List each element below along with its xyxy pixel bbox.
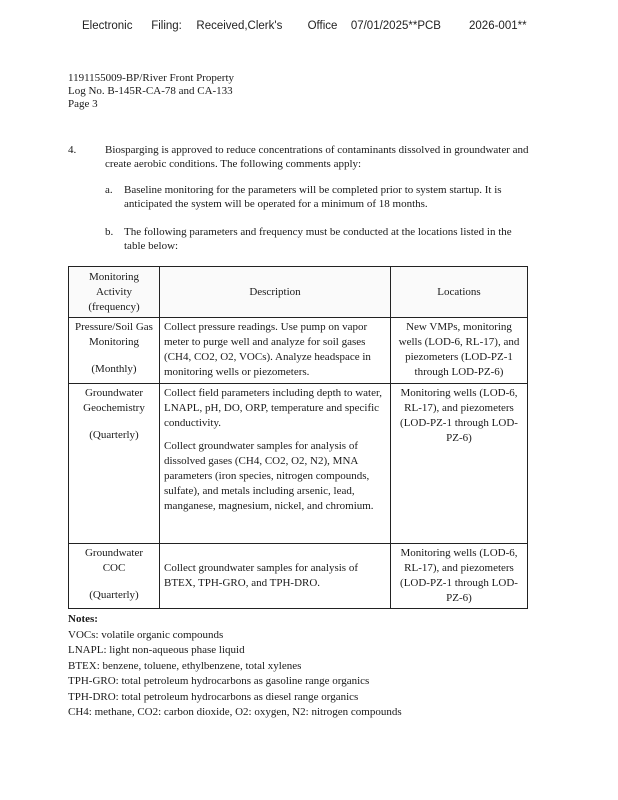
stamp-docket: 2026-001** bbox=[469, 20, 527, 32]
page-number: Page 3 bbox=[68, 98, 98, 110]
locations-cell: Monitoring wells (LOD-6, RL-17), and piezometers (LOD-PZ-1 through LOD-PZ-6) bbox=[391, 544, 528, 609]
notes-section bbox=[68, 612, 402, 721]
table-row bbox=[69, 544, 528, 609]
monitoring-table bbox=[68, 266, 528, 609]
description-text: Collect field parameters including depth to water, LNAPL, pH, DO, ORP, temperature and specific conductivity. bbox=[164, 387, 382, 429]
note-line: VOCs: volatile organic compounds bbox=[68, 628, 224, 641]
header-monitoring-activity: Monitoring Activity (frequency) bbox=[69, 267, 160, 318]
stamp-date: 07/01/2025**PCB bbox=[350, 20, 441, 32]
activity-frequency: (Quarterly) bbox=[89, 589, 139, 601]
sub-item-a-text: Baseline monitoring for the parameters will be completed prior to system startup. It is anticipated the system will be operated for a minimum of 18 months. bbox=[124, 184, 502, 210]
description-text-2: Collect groundwater samples for analysis of dissolved gases (CH4, CO2, O2, N2), MNA parameters (iron species, nitrogen compounds, sulfate), and metals including arsenic, lead, manganese, magnesium, nickel, and chromium. bbox=[164, 440, 374, 512]
activity-frequency: (Quarterly) bbox=[89, 429, 139, 441]
reference-line-1: 1191155009-BP/River Front Property bbox=[68, 72, 235, 84]
table-row bbox=[69, 384, 528, 544]
note-line: BTEX: benzene, toluene, ethylbenzene, total xylenes bbox=[68, 659, 302, 672]
header-description: Description bbox=[160, 267, 391, 318]
sub-item-b-label: b. bbox=[105, 226, 114, 238]
sub-item-b-text: The following parameters and frequency must be conducted at the locations listed in the table below: bbox=[124, 226, 512, 252]
description-cell bbox=[160, 318, 391, 384]
sub-item-a-label: a. bbox=[105, 184, 113, 196]
note-line: TPH-GRO: total petroleum hydrocarbons as gasoline range organics bbox=[68, 675, 370, 687]
activity-name: Groundwater Geochemistry bbox=[83, 387, 145, 414]
activity-cell bbox=[69, 318, 160, 384]
note-line: CH4: methane, CO2: carbon dioxide, O2: oxygen, N2: nitrogen compounds bbox=[68, 706, 402, 718]
locations-cell: Monitoring wells (LOD-6, RL-17), and piezometers (LOD-PZ-1 through LOD-PZ-6) bbox=[391, 384, 528, 544]
activity-frequency: (Monthly) bbox=[91, 363, 137, 375]
item-4 bbox=[68, 143, 538, 171]
activity-cell bbox=[69, 384, 160, 544]
stamp-electronic: Electronic bbox=[82, 20, 133, 32]
description-cell bbox=[160, 384, 391, 544]
filing-stamp bbox=[82, 20, 527, 32]
table-row bbox=[69, 318, 528, 384]
description-cell bbox=[160, 544, 391, 609]
header-locations: Locations bbox=[391, 267, 528, 318]
sub-item-a bbox=[105, 183, 534, 211]
activity-name: Groundwater COC bbox=[84, 547, 144, 574]
item-4-number: 4. bbox=[68, 144, 77, 156]
document-reference bbox=[68, 72, 234, 111]
note-line: TPH-DRO: total petroleum hydrocarbons as diesel range organics bbox=[68, 690, 359, 703]
reference-line-2: Log No. B-145R-CA-78 and CA-133 bbox=[68, 85, 233, 97]
stamp-office: Office bbox=[307, 20, 338, 32]
locations-cell: New VMPs, monitoring wells (LOD-6, RL-17), and piezometers (LOD-PZ-1 through LOD-PZ-6) bbox=[391, 318, 528, 384]
note-line: LNAPL: light non-aqueous phase liquid bbox=[68, 644, 245, 656]
sub-item-b bbox=[105, 225, 534, 253]
activity-name: Pressure/Soil Gas Monitoring bbox=[75, 321, 153, 348]
description-text: Collect pressure readings. Use pump on vapor meter to purge well and analyze for soil gases (CH4, CO2, O2, VOCs). Analyze headspace in monitoring wells or piezometers. bbox=[164, 321, 371, 378]
stamp-received: Received,Clerk's bbox=[196, 20, 283, 32]
description-text: Collect groundwater samples for analysis of BTEX, TPH-GRO, and TPH-DRO. bbox=[164, 562, 358, 589]
notes-title: Notes: bbox=[68, 613, 98, 625]
item-4-text: Biosparging is approved to reduce concentrations of contaminants dissolved in groundwater and create aerobic conditions. The following comments apply: bbox=[105, 144, 529, 170]
table-header-row bbox=[69, 267, 528, 318]
activity-cell bbox=[69, 544, 160, 609]
stamp-filing: Filing: bbox=[151, 20, 182, 32]
